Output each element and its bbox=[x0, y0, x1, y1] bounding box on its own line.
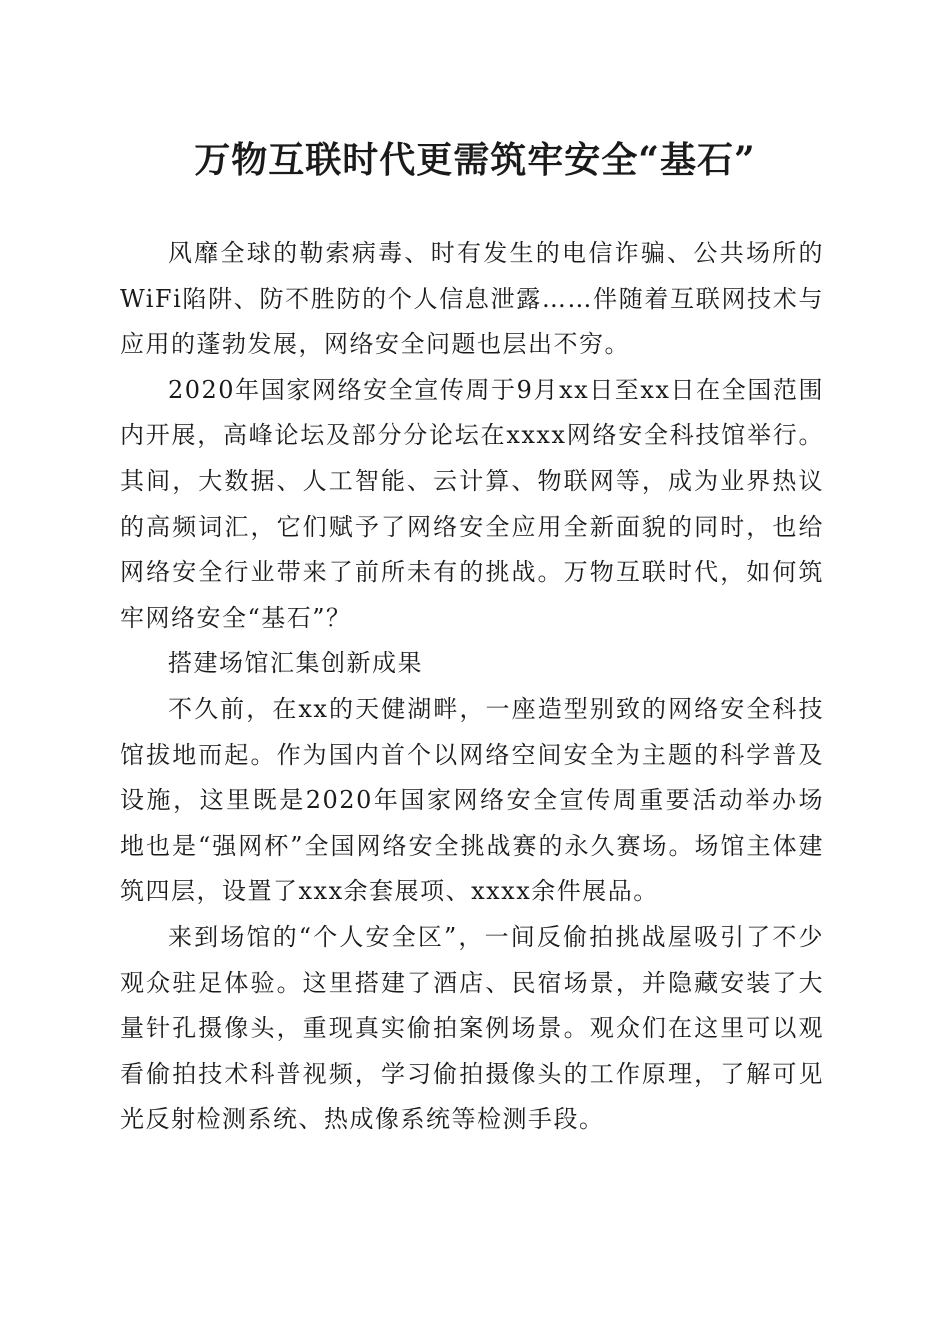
paragraph-intro: 风靡全球的勒索病毒、时有发生的电信诈骗、公共场所的WiFi陷阱、防不胜防的个人信息泄露……伴随着互联网技术与应用的蓬勃发展，网络安全问题也层出不穷。 bbox=[120, 239, 824, 359]
paragraph-personal-security-zone: 来到场馆的“个人安全区”，一间反偷拍挑战屋吸引了不少观众驻足体验。这里搭建了酒店、民宿场景，并隐藏安装了大量针孔摄像头，重现真实偷拍案例场景。观众们在这里可以观看偷拍技术科普视频，学习偷拍摄像头的工作原理，了解可见光反射检测系统、热成像系统等检测手段。 bbox=[120, 922, 824, 1134]
paragraph-security-week: 2020年国家网络安全宣传周于9月xx日至xx日在全国范围内开展，高峰论坛及部分分论坛在xxxx网络安全科技馆举行。其间，大数据、人工智能、云计算、物联网等，成为业界热议的高频词汇，它们赋予了网络安全应用全新面貌的同时，也给网络安全行业带来了前所未有的挑战。万物互联时代，如何筑牢网络安全“基石”？ bbox=[120, 375, 824, 632]
paragraph-venue: 不久前，在xx的天健湖畔，一座造型别致的网络安全科技馆拔地而起。作为国内首个以网络空间安全为主题的科学普及设施，这里既是2020年国家网络安全宣传周重要活动举办场地也是“强网杯”全国网络安全挑战赛的永久赛场。场馆主体建筑四层，设置了xxx余套展项、xxxx余件展品。 bbox=[120, 694, 824, 906]
section-heading: 搭建场馆汇集创新成果 bbox=[168, 649, 423, 678]
document-body bbox=[120, 231, 824, 1143]
document-title: 万物互联时代更需筑牢安全“基石” bbox=[194, 139, 756, 181]
